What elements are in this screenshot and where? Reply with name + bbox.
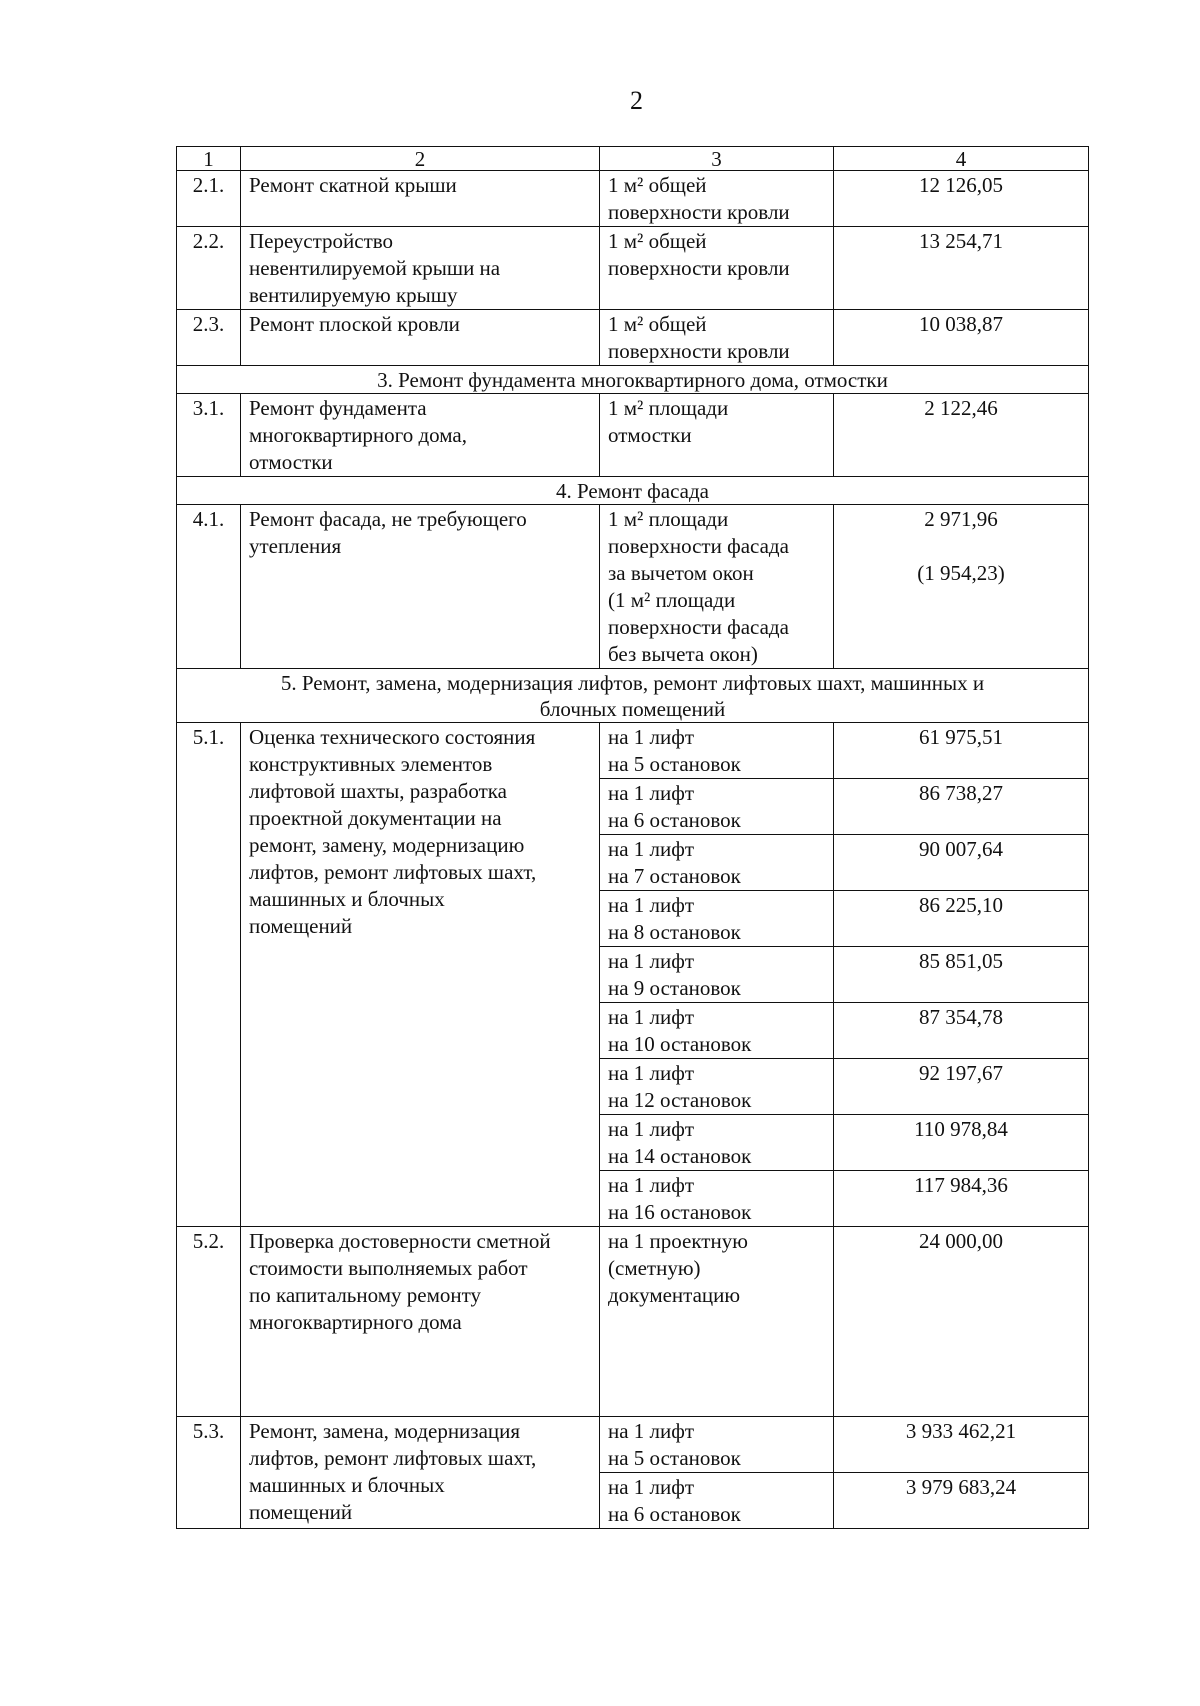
header-cell: 2 — [241, 147, 600, 171]
cost-value: 92 197,67 — [834, 1059, 1089, 1115]
page-number: 2 — [630, 86, 643, 115]
row-number: 5.3. — [177, 1417, 241, 1529]
cost-value: 3 933 462,21 — [834, 1417, 1089, 1473]
cost-value: 110 978,84 — [834, 1115, 1089, 1171]
cost-value: 3 979 683,24 — [834, 1473, 1089, 1529]
row-number: 4.1. — [177, 505, 241, 669]
work-name: Ремонт фундамента многоквартирного дома, отмостки — [241, 394, 600, 477]
cost-value: 61 975,51 — [834, 723, 1089, 779]
table-row — [177, 310, 1089, 366]
table-row — [177, 394, 1089, 477]
cost-value: 85 851,05 — [834, 947, 1089, 1003]
work-name: Ремонт плоской кровли — [241, 310, 600, 366]
work-name: Ремонт скатной крыши — [241, 171, 600, 227]
cost-value: 13 254,71 — [834, 227, 1089, 310]
row-number: 2.2. — [177, 227, 241, 310]
unit-cell: 1 м² площади отмостки — [600, 394, 834, 477]
unit-cell: на 1 лифт на 6 остановок — [600, 779, 834, 835]
table-row — [177, 723, 1089, 779]
cost-value: 86 738,27 — [834, 779, 1089, 835]
unit-cell: 1 м² общей поверхности кровли — [600, 171, 834, 227]
unit-cell: на 1 лифт на 16 остановок — [600, 1171, 834, 1227]
cost-value: 117 984,36 — [834, 1171, 1089, 1227]
unit-cell: на 1 лифт на 9 остановок — [600, 947, 834, 1003]
cost-value: 24 000,00 — [834, 1227, 1089, 1417]
work-name: Проверка достоверности сметной стоимости выполняемых работ по капитальному ремонту многоквартирного дома — [241, 1227, 600, 1417]
unit-cell: на 1 проектную (сметную) документацию — [600, 1227, 834, 1417]
unit-cell: 1 м² общей поверхности кровли — [600, 310, 834, 366]
header-cell: 1 — [177, 147, 241, 171]
header-cell: 4 — [834, 147, 1089, 171]
cost-value: 10 038,87 — [834, 310, 1089, 366]
table-header-row — [177, 147, 1089, 171]
header-cell: 3 — [600, 147, 834, 171]
table-row — [177, 1227, 1089, 1417]
section-row — [177, 477, 1089, 505]
work-name: Ремонт, замена, модернизация лифтов, ремонт лифтовых шахт, машинных и блочных помещений — [241, 1417, 600, 1529]
cost-value: 2 971,96 (1 954,23) — [834, 505, 1089, 669]
work-name: Оценка технического состояния конструктивных элементов лифтовой шахты, разработка проектной документации на ремонт, замену, модернизацию лифтов, ремонт лифтовых шахт, машинных и блочных помещений — [241, 723, 600, 1227]
unit-cell: 1 м² общей поверхности кровли — [600, 227, 834, 310]
work-name: Ремонт фасада, не требующего утепления — [241, 505, 600, 669]
section-heading: 3. Ремонт фундамента многоквартирного дома, отмостки — [177, 366, 1089, 394]
table-row — [177, 505, 1089, 669]
cost-table — [176, 146, 1089, 1529]
section-heading: 4. Ремонт фасада — [177, 477, 1089, 505]
table-row — [177, 227, 1089, 310]
unit-cell: на 1 лифт на 7 остановок — [600, 835, 834, 891]
cost-value: 86 225,10 — [834, 891, 1089, 947]
section-row — [177, 366, 1089, 394]
unit-cell: на 1 лифт на 8 остановок — [600, 891, 834, 947]
section-heading: 5. Ремонт, замена, модернизация лифтов, ремонт лифтовых шахт, машинных и блочных помещений — [177, 669, 1089, 723]
cost-value: 90 007,64 — [834, 835, 1089, 891]
table-row — [177, 171, 1089, 227]
cost-value: 12 126,05 — [834, 171, 1089, 227]
unit-cell: 1 м² площади поверхности фасада за вычетом окон (1 м² площади поверхности фасада без вычета окон) — [600, 505, 834, 669]
unit-cell: на 1 лифт на 12 остановок — [600, 1059, 834, 1115]
cost-value: 87 354,78 — [834, 1003, 1089, 1059]
cost-value: 2 122,46 — [834, 394, 1089, 477]
unit-cell: на 1 лифт на 5 остановок — [600, 1417, 834, 1473]
row-number: 2.1. — [177, 171, 241, 227]
unit-cell: на 1 лифт на 10 остановок — [600, 1003, 834, 1059]
work-name: Переустройство невентилируемой крыши на вентилируемую крышу — [241, 227, 600, 310]
row-number: 2.3. — [177, 310, 241, 366]
unit-cell: на 1 лифт на 14 остановок — [600, 1115, 834, 1171]
row-number: 3.1. — [177, 394, 241, 477]
row-number: 5.2. — [177, 1227, 241, 1417]
section-row — [177, 669, 1089, 723]
table-row — [177, 1417, 1089, 1473]
row-number: 5.1. — [177, 723, 241, 1227]
unit-cell: на 1 лифт на 5 остановок — [600, 723, 834, 779]
unit-cell: на 1 лифт на 6 остановок — [600, 1473, 834, 1529]
